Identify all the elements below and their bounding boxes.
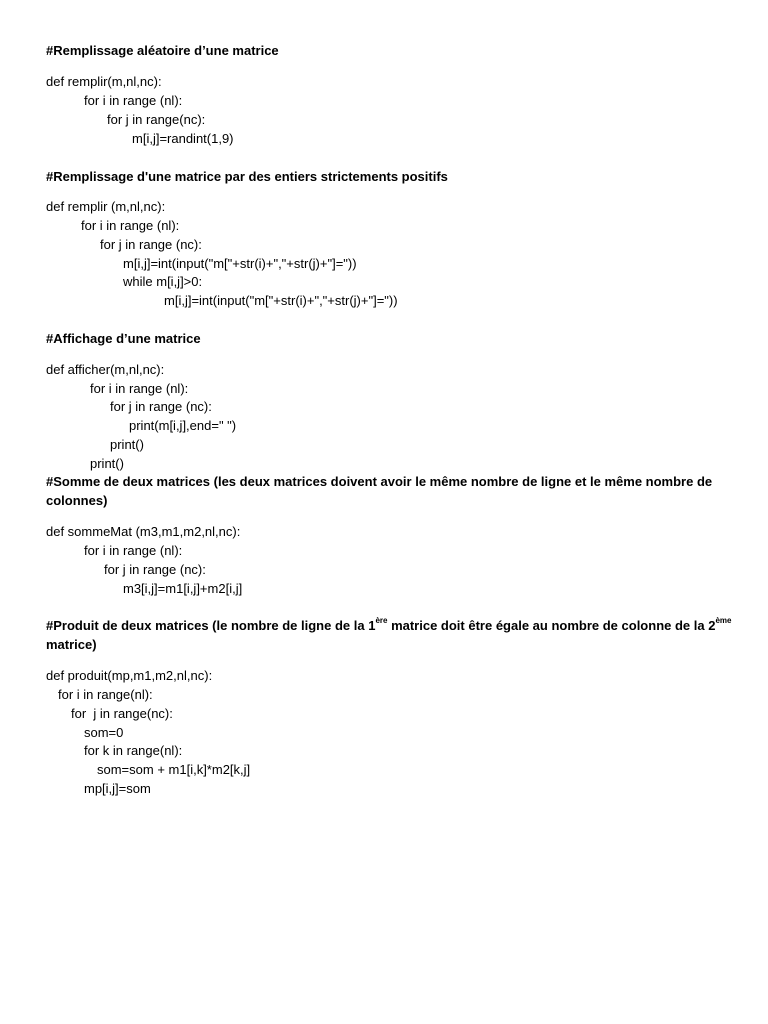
- section-heading-product-cont: matrice): [46, 637, 97, 652]
- section-heading-positive-fill: #Remplissage d'une matrice par des entiers strictements positifs: [46, 169, 448, 184]
- heading-text: #Produit de deux matrices (le nombre de ligne de la 1: [46, 618, 376, 633]
- section-heading-product: [46, 618, 731, 633]
- superscript: ème: [715, 616, 732, 625]
- code-line: for i in range(nl):: [58, 687, 153, 702]
- code-line: for j in range(nc):: [71, 706, 173, 721]
- code-line: som=som + m1[i,k]*m2[k,j]: [97, 762, 251, 777]
- section-heading-sum-cont: colonnes): [46, 493, 108, 508]
- code-line: print(m[i,j],end=" "): [129, 418, 237, 433]
- code-line: m[i,j]=int(input("m["+str(i)+","+str(j)+"]=")): [123, 256, 357, 271]
- code-line: for k in range(nl):: [84, 743, 183, 758]
- code-line: som=0: [84, 725, 124, 740]
- code-line: for j in range (nc):: [100, 237, 202, 252]
- heading-text: matrice doit être égale au nombre de colonne de la 2: [387, 618, 716, 633]
- code-line: def produit(mp,m1,m2,nl,nc):: [46, 668, 213, 683]
- code-line: for i in range (nl):: [81, 218, 180, 233]
- code-line: m3[i,j]=m1[i,j]+m2[i,j]: [123, 581, 243, 596]
- section-heading-sum: #Somme de deux matrices (les deux matrices doivent avoir le même nombre de ligne et le même nombre de: [46, 474, 713, 489]
- code-line: m[i,j]=randint(1,9): [132, 131, 234, 146]
- code-line: for i in range (nl):: [90, 381, 189, 396]
- code-line: for j in range (nc):: [110, 399, 212, 414]
- code-line: m[i,j]=int(input("m["+str(i)+","+str(j)+"]=")): [164, 293, 398, 308]
- section-heading-display: #Affichage d’une matrice: [46, 331, 201, 346]
- code-line: print(): [90, 456, 124, 471]
- code-line: def remplir(m,nl,nc):: [46, 74, 162, 89]
- code-line: while m[i,j]>0:: [123, 274, 203, 289]
- code-line: for j in range(nc):: [107, 112, 206, 127]
- code-line: for i in range (nl):: [84, 543, 183, 558]
- code-line: def afficher(m,nl,nc):: [46, 362, 165, 377]
- code-line: for i in range (nl):: [84, 93, 183, 108]
- code-line: print(): [110, 437, 144, 452]
- code-line: def remplir (m,nl,nc):: [46, 199, 166, 214]
- superscript: ère: [375, 616, 388, 625]
- code-line: def sommeMat (m3,m1,m2,nl,nc):: [46, 524, 241, 539]
- section-heading-random-fill: #Remplissage aléatoire d’une matrice: [46, 43, 279, 58]
- code-line: mp[i,j]=som: [84, 781, 151, 796]
- code-line: for j in range (nc):: [104, 562, 206, 577]
